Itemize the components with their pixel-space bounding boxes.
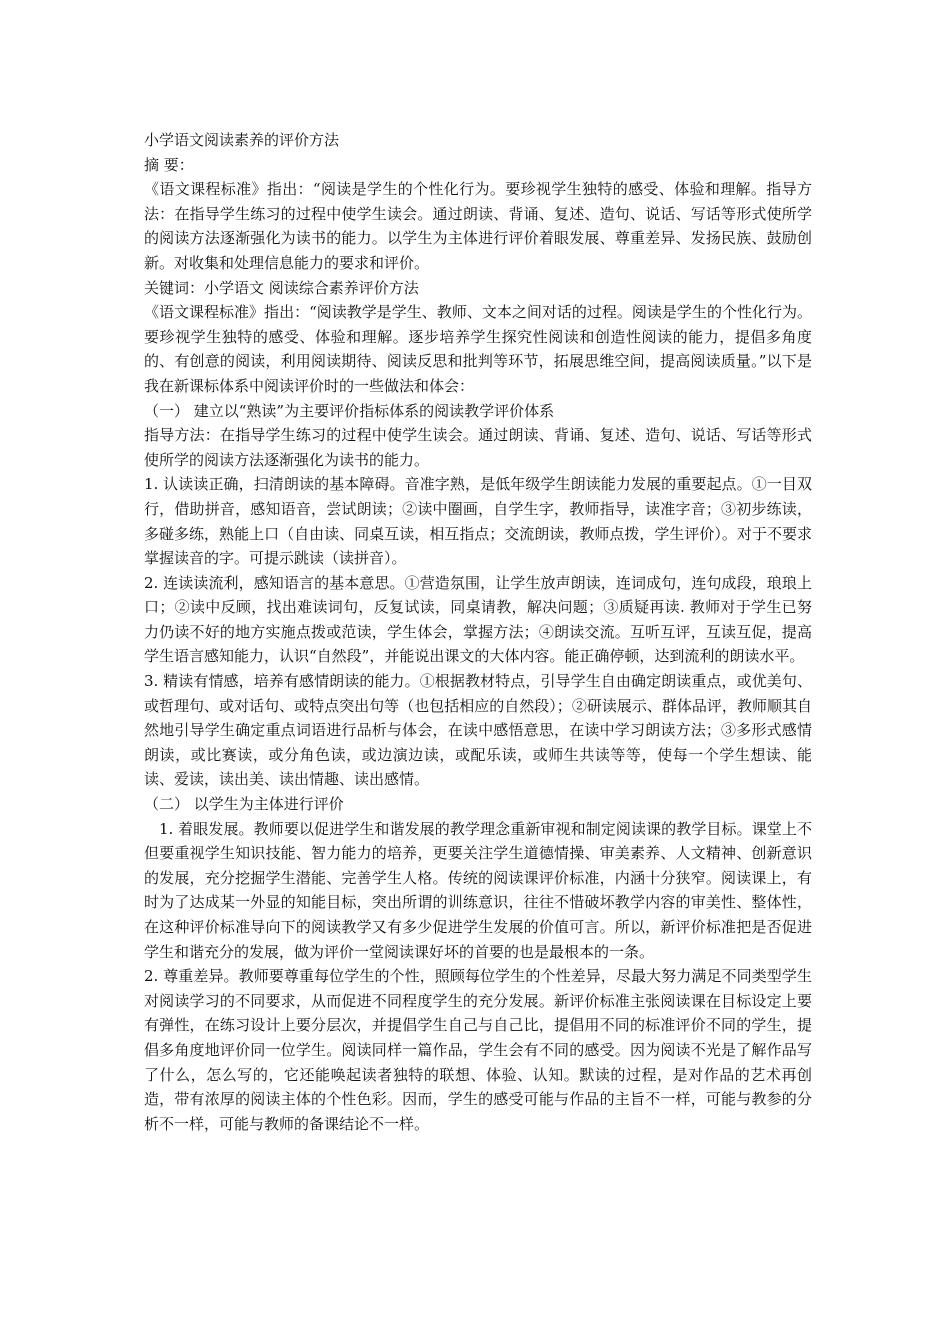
- abstract-label: 摘 要：: [144, 155, 194, 174]
- list-item-1: 1. 认读读正确，扫清朗读的基本障碍。音准字熟，是低年级学生朗读能力发展的重要起点。①一目双行，借助拼音，感知语音，尝试朗读；②读中圈画，自学生字，教师指导，读准字音；③初步练读，多碰多练，熟能上口（自由读、同桌互读，相互指点；交流朗读，教师点拨，学生评价）。对于不要求掌握读音的字。可提示跳读（读拼音）。: [144, 475, 812, 568]
- document-page: [144, 128, 812, 1136]
- section-heading-2: （二） 以学生为主体进行评价: [144, 795, 344, 814]
- abstract-paragraph: 《语文课程标准》指出：“阅读是学生的个性化行为。要珍视学生独特的感受、体验和理解。指导方法：在指导学生练习的过程中使学生读会。通过朗读、背诵、复述、造句、说话、写话等形式使所学的阅读方法逐渐强化为读书的能力。以学生为主体进行评价着眼发展、尊重差异、发扬民族、鼓励创新。对收集和处理信息能力的要求和评价。: [144, 180, 812, 272]
- keywords-line: 关键词：小学语文 阅读综合素养评价方法: [144, 278, 419, 297]
- list-item-3: 3. 精读有情感，培养有感情朗读的能力。①根据教材特点，引导学生自由确定朗读重点，或优美句、或哲理句、或对话句、或特点突出句等（也包括相应的自然段）；②研读展示、群体品评，教师顺其自然地引导学生确定重点词语进行品析与体会，在读中感悟意思，在读中学习朗读方法；③多形式感情朗读，或比赛读，或分角色读，或边演边读，或配乐读，或师生共读等等，使每一个学生想读、能读、爱读，读出美、读出情趣、读出感情。: [144, 672, 812, 789]
- section2-item-1: 1. 着眼发展。教师要以促进学生和谐发展的教学理念重新审视和制定阅读课的教学目标。课堂上不但要重视学生知识技能、智力能力的培养，更要关注学生道德情操、审美素养、人文精神、创新意识的发展，充分挖掘学生潜能、完善学生人格。传统的阅读课评价标准，内涵十分狭窄。阅读课上，有时为了达成某一外显的知能目标，突出所谓的训练意识，往往不惜破坏教学内容的审美性、整体性，在这种评价标准导向下的阅读教学又有多少促进学生发展的价值可言。所以，新评价标准把是否促进学生和谐充分的发展，做为评价一堂阅读课好坏的首要的也是最根本的一条。: [144, 819, 812, 961]
- list-item-2: 2. 连读读流利，感知语言的基本意思。①营造氛围，让学生放声朗读，连词成句，连句成段，琅琅上口；②读中反顾，找出难读词句，反复试读，同桌请教，解决问题；③质疑再读. 教师对于学生已努力仍读不好的地方实施点拨或范读，学生体会，掌握方法；④朗读交流。互听互评，互读互促，提高学生语言感知能力，认识“自然段”，并能说出课文的大体内容。能正确停顿，达到流利的朗读水平。: [144, 573, 812, 666]
- document-title: 小学语文阅读素养的评价方法: [144, 131, 340, 149]
- section2-item-2: 2. 尊重差异。教师要尊重每位学生的个性，照顾每位学生的个性差异，尽最大努力满足不同类型学生对阅读学习的不同要求，从而促进不同程度学生的充分发展。新评价标准主张阅读课在目标设定上要有弹性，在练习设计上要分层次，并提倡学生自己与自己比，提倡用不同的标准评价不同的学生，提倡多角度地评价同一位学生。阅读同样一篇作品，学生会有不同的感受。因为阅读不光是了解作品写了什么，怎么写的，它还能唤起读者独特的联想、体验、认知。默读的过程，是对作品的艺术再创造，带有浓厚的阅读主体的个性色彩。因而，学生的感受可能与作品的主旨不一样，可能与教参的分析不一样，可能与教师的备课结论不一样。: [144, 967, 812, 1133]
- method-paragraph: 指导方法：在指导学生练习的过程中使学生读会。通过朗读、背诵、复述、造句、说话、写话等形式使所学的阅读方法逐渐强化为读书的能力。: [144, 426, 812, 469]
- intro-paragraph: 《语文课程标准》指出：“阅读教学是学生、教师、文本之间对话的过程。阅读是学生的个性化行为。要珍视学生独特的感受、体验和理解。逐步培养学生探究性阅读和创造性阅读的能力，提倡多角度的、有创意的阅读，利用阅读期待、阅读反思和批判等环节，拓展思维空间，提高阅读质量。”以下是我在新课标体系中阅读评价时的一些做法和体会：: [144, 303, 812, 395]
- section-heading-1: （一） 建立以“熟读”为主要评价指标体系的阅读教学评价体系: [144, 401, 555, 420]
